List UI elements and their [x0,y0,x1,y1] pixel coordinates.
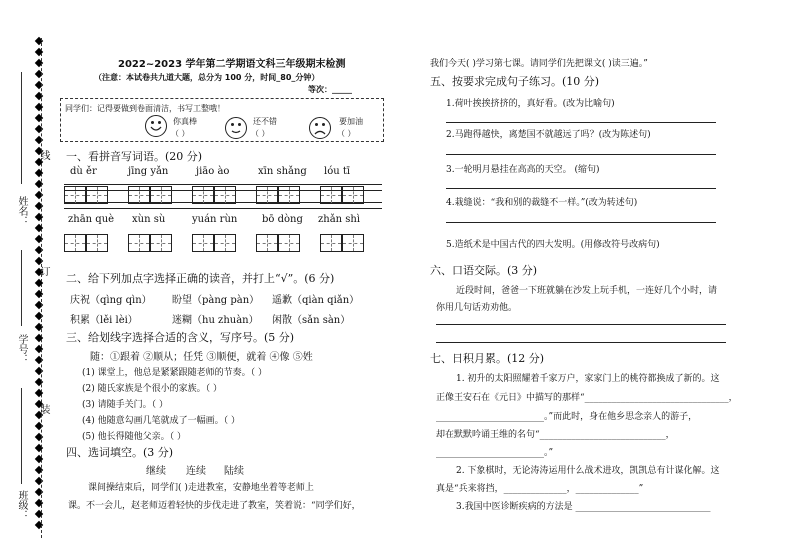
binding-dashed-line [41,38,42,538]
greeting-box [60,98,384,142]
section3-title: 三、给划线字选择合适的含义，写序号。(5 分) [66,331,295,344]
sentence-task-5: 5.造纸术是中国古代的四大发明。(用修改符号改病句) [446,240,660,250]
face-paren-good[interactable]: （ ） [251,129,270,138]
section4-title: 四、选词填空。(3 分) [66,446,174,459]
seal-char-zhuang: 装 [38,404,49,414]
name-field-label: 姓名： [16,196,27,226]
answer-line-1[interactable] [446,122,716,123]
pinyin-3: jiāo ào [196,166,230,177]
oral-para-line2: 你用几句话劝劝他。 [436,303,518,313]
writing-cell-r2-w1-c1[interactable] [64,234,86,252]
frown-face-icon [309,117,331,139]
writing-cell-r2-w4-c1[interactable] [256,234,278,252]
pron-item-5[interactable]: 迷糊（hu zhuàn） [172,315,259,326]
pinyin-4: xīn shǎng [258,166,307,177]
fill-para-line2[interactable]: 课。不一会儿，赵老师迈着轻快的步伐走进了教室，笑着说：“同学们好， [68,501,361,511]
meaning-options: 随：①跟着 ②顺从；任凭 ③顺便，就着 ④像 ⑤姓 [90,352,313,363]
pron-item-4[interactable]: 积累（lěi lèi） [70,315,138,326]
exam-title: 2022~2023 学年第二学期语文科三年级期末检测 [118,59,346,70]
writing-cell-r1-w1-c2[interactable] [86,186,108,204]
section6-title: 六、口语交际。(3 分) [430,264,538,277]
exam-note: （注意：本试卷共九道大题，总分为 100 分，时间_80_分钟） [94,73,320,82]
pinyin-1: dù ěr [70,166,97,177]
meaning-item-1[interactable]: (1) 课堂上，他总是紧紧跟随老师的节奏。（ ） [82,368,267,378]
pron-item-2[interactable]: 盼望（pàng pàn） [172,295,260,306]
writing-cell-r2-w2-c1[interactable] [128,234,150,252]
sentence-task-4: 4.栽缝说：“我和别的裁缝不一样。”(改为转述句) [446,198,638,208]
writing-cell-r1-w3-c1[interactable] [192,186,214,204]
face-label-try: 要加油 [339,117,363,126]
writing-cell-r1-w2-c2[interactable] [150,186,172,204]
fill-para-line3[interactable]: 我们今天( )学习第七课。请同学们先把课文( )读三遍。” [430,59,648,69]
face-paren-great[interactable]: （ ） [171,129,190,138]
answer-line-4[interactable] [446,222,716,223]
oral-para-line1: 近段时间，爸爸一下班就躺在沙发上玩手机，一连好几个小时，请 [456,286,718,296]
poem-line-2[interactable]: 正像王安石在《元日》中描写的那样“________________________________， [436,393,738,403]
chess-line-1: 2. 下象棋时，无论涛涛运用什么战术进攻，凯凯总有计谋化解。这 [456,466,720,476]
section7-title: 七、日积月累。(12 分) [430,352,545,365]
writing-cell-r2-w1-c2[interactable] [86,234,108,252]
name-field-line[interactable] [21,72,22,184]
seal-char-ding: 订 [38,266,49,276]
face-label-great: 你真棒 [173,117,197,126]
meaning-item-3[interactable]: (3) 请随手关门。（ ） [82,400,168,410]
class-field-label: 班级： [16,490,27,520]
word-choice-3: 陆续 [224,466,244,477]
word-choice-2: 连续 [186,466,206,477]
smile-face-icon [145,115,167,137]
answer-line-2[interactable] [446,154,716,155]
writing-cell-r1-w5-c1[interactable] [320,186,342,204]
writing-cell-r2-w2-c2[interactable] [150,234,172,252]
writing-cell-r1-w4-c2[interactable] [278,186,300,204]
seal-char-xian: 线 [38,150,49,160]
pinyin-6: zhān què [68,214,115,225]
word-choice-1: 继续 [146,466,166,477]
pron-item-1[interactable]: 庆祝（qìng qìn） [70,295,152,306]
face-label-good: 还不错 [253,117,277,126]
fill-para-line1[interactable]: 课间操结束后，同学们( )走进教室，安静地坐着等老师上 [88,483,314,493]
pron-item-3[interactable]: 遥歉（qiàn qiǎn） [272,295,360,306]
writing-cell-r2-w3-c1[interactable] [192,234,214,252]
section5-title: 五、按要求完成句子练习。(10 分) [430,75,600,88]
pinyin-8: yuán rùn [192,214,238,225]
pinyin-9: bō dòng [262,214,303,225]
writing-cell-r1-w1-c1[interactable] [64,186,86,204]
meaning-item-2[interactable]: (2) 随氏家族是个很小的家族。（ ） [82,384,222,394]
poem-line-1: 1. 初升的太阳照耀着千家万户，家家门上的桃符都换成了新的。这 [456,374,720,384]
writing-cell-r1-w5-c2[interactable] [342,186,364,204]
grade-label: 等次：_____ [308,85,352,94]
oral-answer-line-1[interactable] [436,324,726,325]
writing-cell-r2-w5-c1[interactable] [320,234,342,252]
greeting-text: 同学们：记得要做到卷面清洁，书写工整哦！ [65,104,225,113]
neutral-face-icon [225,117,247,139]
sentence-task-2: 2.马跑得越快，离楚国不就越远了吗？(改为陈述句) [446,130,651,140]
chess-line-2[interactable]: 真是“兵来将挡，______________，______________” [436,484,644,494]
writing-cell-r2-w5-c2[interactable] [342,234,364,252]
writing-cell-r2-w3-c2[interactable] [214,234,236,252]
writing-cell-r1-w4-c1[interactable] [256,186,278,204]
writing-cell-r1-w3-c2[interactable] [214,186,236,204]
poem-line-5[interactable]: ________________________。” [436,448,554,458]
pinyin-2: jīng yǎn [128,166,169,177]
pinyin-7: xùn sù [132,214,166,225]
sentence-task-1: 1.荷叶挨挨挤挤的，真好看。(改为比喻句) [446,99,615,109]
writing-cell-r2-w4-c2[interactable] [278,234,300,252]
meaning-item-4[interactable]: (4) 他随意勾画几笔就成了一幅画。（ ） [82,416,240,426]
class-field-line[interactable] [21,388,22,484]
sentence-task-3: 3.一轮明月悬挂在高高的天空。 (缩句) [446,165,600,175]
pron-item-6[interactable]: 闲散（sǎn sàn） [272,315,351,326]
section1-title: 一、看拼音写词语。(20 分) [66,150,203,163]
face-paren-try[interactable]: （ ） [337,129,356,138]
poem-line-3[interactable]: ________________________。”而此时，身在他乡思念亲人的游子， [436,412,698,422]
meaning-item-5[interactable]: (5) 他长得随他父亲。（ ） [82,432,186,442]
answer-line-3[interactable] [446,188,716,189]
oral-answer-line-2[interactable] [436,342,726,343]
student-id-field-label: 学号： [16,334,27,364]
pinyin-5: lóu tī [324,166,351,177]
pinyin-10: zhǎn shì [318,214,361,225]
section2-title: 二、给下列加点字选择正确的读音，并打上“√”。(6 分) [66,272,335,285]
student-id-field-line[interactable] [21,250,22,326]
medicine-line[interactable]: 3.我国中医诊断疾病的方法是 ______________________________ [456,502,711,512]
writing-cell-r1-w2-c1[interactable] [128,186,150,204]
poem-line-4[interactable]: 却在默默吟诵王维的名句“____________________________， [436,430,675,440]
